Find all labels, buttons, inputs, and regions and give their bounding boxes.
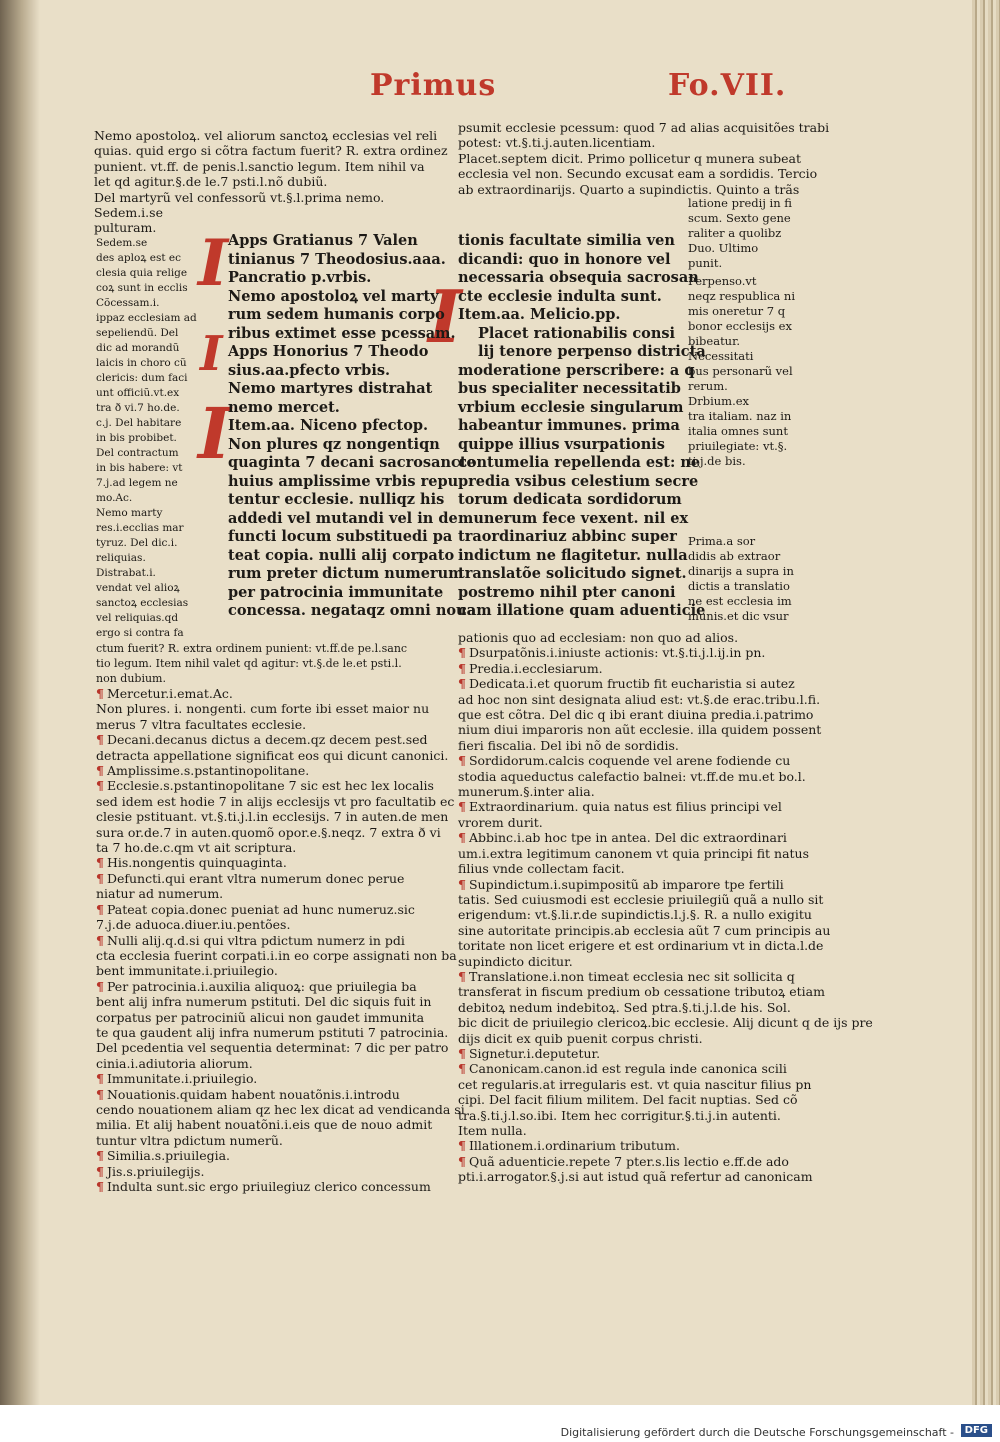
text-line: Nemo martyres distrahat	[228, 380, 433, 397]
text-line: Apps Honorius 7 Theodo	[228, 343, 429, 360]
margin-line: bonor ecclesijs ex	[688, 319, 792, 333]
gloss-text: Ecclesie.s.pstantinopolitane 7 sic est hec lex localis	[106, 778, 434, 794]
margin-line: mo.Ac.	[96, 492, 133, 504]
gloss-line: quias. quid ergo si cõtra factum fuerit? R. extra ordinez	[94, 143, 448, 159]
margin-line: unt officiũ.vt.ex	[96, 387, 180, 399]
margin-line: Prima.a sor	[688, 534, 756, 548]
gloss-line: munerum.§.inter alia.	[458, 784, 595, 800]
gloss-line: nium diui imparoris non aũt ecclesie. illa quidem possent	[458, 722, 822, 738]
gloss-text: Extraordinarium. quia natus est filius principi vel	[468, 799, 782, 815]
gloss-line: tra.§.ti.j.l.so.ibi. Item hec corrigitur.§.ti.j.in autenti.	[458, 1107, 781, 1123]
rubric-mark: ¶	[458, 799, 466, 815]
margin-line: dinarijs a supra in	[688, 564, 794, 578]
gloss-text: Similia.s.priuilegia.	[106, 1148, 231, 1164]
gloss-line	[96, 1087, 441, 1102]
gloss-line	[96, 902, 441, 917]
text-line: Apps Gratianus 7 Valen	[228, 232, 418, 249]
rubric-mark: ¶	[96, 870, 104, 886]
rubric-mark: ¶	[96, 1148, 104, 1164]
gloss-line: vrorem durit.	[458, 814, 543, 830]
gloss-line: sed idem est hodie 7 in alijs ecclesijs vt pro facultatib ec	[96, 793, 455, 809]
gloss-line	[458, 676, 818, 691]
left-column-top-gloss	[94, 128, 448, 238]
margin-line: res.i.ecclias mar	[96, 522, 184, 534]
gloss-text: Per patrocinia.i.auxilia aliquoꝝ: que priuilegia ba	[106, 978, 417, 994]
gloss-line	[458, 799, 818, 814]
gloss-text: Jis.s.priuilegijs.	[106, 1163, 205, 1179]
margin-line: sanctoꝝ ecclesias	[96, 597, 189, 609]
margin-line: italia omnes sunt	[688, 424, 788, 438]
margin-line: vendat vel alioꝝ	[96, 582, 180, 594]
gloss-line: punit.	[688, 256, 723, 270]
margin-line: in bis habere: vt	[96, 462, 183, 474]
gloss-text: Pateat copia.donec pueniat ad hunc numeruz.sic	[106, 901, 415, 917]
text-line: translatõe solicitudo signet.	[458, 565, 687, 582]
gloss-line: scum. Sexto gene	[688, 211, 791, 225]
gloss-line: Nemo apostoloꝝ. vel aliorum sanctoꝝ ecclesias vel reli	[94, 128, 438, 143]
gloss-text: Decani.decanus dictus a decem.qz decem pest.sed	[106, 732, 428, 748]
gloss-line: Item nulla.	[458, 1123, 527, 1138]
text-line: predia vsibus celestium secre	[458, 472, 699, 490]
gloss-line	[96, 686, 441, 701]
text-line: addedi vel mutandi vel in de	[228, 509, 458, 527]
gloss-line: cendo nouationem aliam qz hec lex dicat ad vendicanda si	[96, 1101, 465, 1117]
gloss-text: Mercetur.i.emat.Ac.	[106, 686, 233, 701]
margin-line: Del contractum	[96, 447, 179, 459]
gloss-line	[96, 979, 441, 994]
gloss-line: sura or.de.7 in auten.quomõ opor.e.§.neqz. 7 extra ð vi	[96, 824, 441, 840]
margin-line: sepeliendũ. Del	[96, 327, 179, 339]
margin-line: priuilegiate: vt.§.	[688, 439, 788, 453]
margin-line: tio legum. Item nihil valet qd agitur: vt.§.de le.et psti.l.	[96, 657, 402, 670]
text-line: munerum fece vexent. nil ex	[458, 509, 689, 527]
margin-line: Drbium.ex	[688, 394, 750, 408]
right-margin-gloss	[688, 274, 818, 466]
running-head: Primus	[370, 68, 497, 103]
gloss-line	[96, 778, 441, 793]
binding-shadow	[0, 0, 40, 1405]
margin-line: Distrabat.i.	[96, 567, 156, 579]
rubric-mark: ¶	[96, 732, 104, 748]
gloss-line: sine autoritate principis.ab ecclesia aũt 7 cum principis au	[458, 922, 831, 938]
text-line: cte ecclesie indulta sunt.	[458, 287, 662, 305]
text-line: Nemo apostoloꝝ vel marty	[228, 287, 439, 305]
right-column-top-gloss-narrow	[688, 196, 818, 274]
rubric-mark: ¶	[458, 1045, 466, 1061]
text-line: sius.aa.pfecto vrbis.	[228, 361, 391, 379]
gloss-line: bent immunitate.i.priuilegio.	[96, 963, 278, 979]
gloss-line	[458, 877, 818, 892]
text-line: ribus extimet esse pcessam.	[228, 324, 456, 342]
gloss-text: Sordidorum.calcis coquende vel arene fodiende cu	[468, 753, 791, 769]
gloss-line: bent alij infra numerum pstituti. Del dic siquis fuit in	[96, 994, 432, 1010]
rubric-mark: ¶	[458, 645, 466, 661]
margin-line: munis.et dic vsur	[688, 609, 789, 623]
gloss-line: cet regularis.at irregularis est. vt quia nascitur filius pn	[458, 1076, 812, 1092]
gloss-line	[96, 1148, 441, 1163]
rubric-mark: ¶	[96, 1071, 104, 1087]
rubric-mark: ¶	[96, 901, 104, 917]
gloss-line	[96, 933, 441, 948]
gloss-line: punient. vt.ff. de penis.l.sanctio legum. Item nihil va	[94, 158, 425, 174]
gloss-line: Duo. Ultimo	[688, 241, 759, 255]
margin-line: ti.j.de bis.	[688, 454, 746, 468]
rubric-mark: ¶	[458, 660, 466, 676]
margin-line: laicis in choro cũ	[96, 357, 187, 369]
text-line: Pancratio p.vrbis.	[228, 269, 372, 286]
margin-line: in bis probibet.	[96, 432, 177, 444]
gloss-line: ta 7 ho.de.c.qm vt ait scriptura.	[96, 840, 297, 856]
margin-line: clesia quia relige	[96, 267, 188, 279]
margin-line: reliquias.	[96, 552, 146, 564]
right-column-top-gloss	[458, 120, 828, 200]
gloss-line: Del martyrũ vel confessorũ vt.§.l.prima nemo.	[94, 189, 385, 205]
gloss-line: pationis quo ad ecclesiam: non quo ad alios.	[458, 630, 739, 645]
text-line: Placet rationabilis consi	[478, 324, 676, 342]
text-line: concessa. negataqz omni noua	[228, 602, 476, 619]
gloss-line: Sedem.i.se	[94, 205, 163, 221]
margin-line: bibeatur.	[688, 334, 740, 348]
rubric-mark: ¶	[458, 1061, 466, 1077]
gloss-line	[458, 1061, 818, 1076]
gloss-text: Predia.i.ecclesiarum.	[468, 660, 603, 676]
text-line: huius amplissime vrbis repu	[228, 472, 459, 490]
gloss-line: pti.i.arrogator.§.j.si aut istud quã refertur ad canonicam	[458, 1169, 813, 1185]
gloss-text: Defuncti.qui erant vltra numerum donec perue	[106, 870, 405, 886]
rubric-mark: ¶	[96, 763, 104, 779]
gloss-line: tuntur vltra pdictum numerũ.	[96, 1132, 283, 1148]
gloss-line: dijs dicit ex quib puenit corpus christi.	[458, 1030, 703, 1046]
gloss-line: erigendum: vt.§.li.r.de supindictis.l.j.§. R. a nullo exigitu	[458, 907, 812, 923]
gloss-line: potest: vt.§.ti.j.auten.licentiam.	[458, 135, 656, 151]
gloss-text: His.nongentis quinquaginta.	[106, 855, 287, 871]
gloss-line	[96, 763, 441, 778]
initial-I-1: I	[198, 226, 228, 301]
gloss-line: detracta appellatione significat eos qui dicunt canonici.	[96, 747, 449, 763]
gloss-line: raliter a quolibz	[688, 226, 782, 240]
text-line: Item.aa. Niceno pfectop.	[228, 417, 429, 434]
margin-line: des aploꝝ est ec	[96, 252, 181, 264]
text-line: torum dedicata sordidorum	[458, 491, 682, 508]
gloss-line	[458, 1046, 818, 1061]
gloss-line: transferat in fiscum predium ob cessatione tributoꝝ etiam	[458, 984, 825, 1000]
margin-line: coꝝ sunt in ecclis	[96, 282, 188, 294]
main-text-left	[228, 232, 476, 627]
text-line: tinianus 7 Theodosius.aaa.	[228, 250, 446, 268]
margin-line: c.j. Del habitare	[96, 417, 182, 429]
gloss-line: Placet.septem dicit. Primo pollicetur q munera subeat	[458, 150, 802, 166]
gloss-line: clesie pstituant. vt.§.ti.j.l.in ecclesijs. 7 in auten.de men	[96, 809, 449, 825]
rubric-mark: ¶	[96, 686, 104, 701]
funding-credit: Digitalisierung gefördert durch die Deutsche Forschungsgemeinschaft -	[560, 1426, 954, 1439]
margin-line: tra italiam. naz in	[688, 409, 792, 423]
gloss-line: filius vnde collectam facit.	[458, 861, 625, 877]
margin-line: ergo si contra fa	[96, 627, 184, 639]
margin-line: Necessitati	[688, 349, 754, 363]
text-line: rum sedem humanis corpo	[228, 306, 445, 323]
margin-line: clericis: dum faci	[96, 372, 188, 384]
gloss-text: Supindictum.i.supimpositũ ab imparore tpe fertili	[468, 876, 784, 892]
text-line: indictum ne flagitetur. nulla	[458, 546, 688, 564]
gloss-text: Canonicam.canon.id est regula inde canonica scili	[468, 1061, 787, 1077]
gloss-line	[96, 732, 441, 747]
gloss-line: cinia.i.adiutoria aliorum.	[96, 1055, 253, 1071]
gloss-line: let qd agitur.§.de le.7 psti.l.nõ dubiũ.	[94, 174, 328, 190]
text-line: rum preter dictum numerum	[228, 565, 464, 582]
gloss-line	[458, 645, 818, 660]
margin-line: didis ab extraor	[688, 549, 781, 563]
text-line: necessaria obsequia sacrosan	[458, 269, 699, 286]
left-margin-gloss	[96, 236, 204, 686]
rubric-mark: ¶	[96, 1086, 104, 1102]
gloss-line	[96, 1179, 441, 1194]
gloss-line: ecclesia vel non. Secundo excusat eam a sordidis. Tercio	[458, 166, 818, 182]
text-line: vrbium ecclesie singularum	[458, 398, 684, 416]
gloss-line	[96, 855, 441, 870]
text-line: functi locum substituedi pa	[228, 528, 453, 545]
margin-line: neqz respublica ni	[688, 289, 796, 303]
gloss-line: Non plures. i. nongenti. cum forte ibi esset maior nu	[96, 701, 430, 717]
rubric-mark: ¶	[96, 978, 104, 994]
gloss-line: corpatus per patrociniũ alicui non gaudet immunita	[96, 1009, 425, 1025]
gloss-line: toritate non licet erigere et est ordinarium vt in dicta.l.de	[458, 938, 824, 954]
margin-line: ctum fuerit? R. extra ordinem punient: vt.ff.de pe.l.sanc	[96, 642, 408, 655]
gloss-line	[458, 753, 818, 768]
gloss-line	[458, 1154, 818, 1169]
gloss-line	[458, 1138, 818, 1153]
margin-line: vel reliquias.qd	[96, 612, 179, 624]
rubric-mark: ¶	[458, 830, 466, 846]
margin-line: Sedem.se	[96, 237, 148, 249]
gloss-line	[458, 661, 818, 676]
margin-line: Perpenso.vt	[688, 274, 757, 288]
text-line: postremo nihil pter canoni	[458, 583, 676, 601]
margin-line: ippaz ecclesiam ad	[96, 312, 197, 324]
right-gloss-lower	[458, 630, 873, 1185]
text-line: contumelia repellenda est: ne	[458, 454, 701, 471]
text-line: bus specialiter necessitatib	[458, 380, 681, 397]
gloss-text: Illationem.i.ordinarium tributum.	[468, 1138, 680, 1154]
text-line: tionis facultate similia ven	[458, 232, 675, 249]
text-line: Item.aa. Melicio.pp.	[458, 306, 621, 323]
gloss-line	[458, 969, 818, 984]
text-line: moderatione perscribere: a q	[458, 361, 695, 379]
text-line: teat copia. nulli alij corpato	[228, 546, 455, 564]
gloss-text: Immunitate.i.priuilegio.	[106, 1071, 258, 1087]
text-line: nemo mercet.	[228, 398, 340, 416]
left-gloss-lower	[96, 686, 465, 1194]
rubric-mark: ¶	[96, 778, 104, 794]
margin-line: Cõcessam.i.	[96, 297, 160, 309]
left-margin-gloss-wide	[96, 641, 436, 689]
gloss-line: niatur ad numerum.	[96, 886, 224, 902]
gloss-line: bic dicit de priuilegio clericoꝝ.bic ecclesie. Alij dicunt q de ijs pre	[458, 1015, 873, 1031]
gloss-line: pulturam.	[94, 220, 157, 236]
margin-line: ne est ecclesia im	[688, 594, 792, 608]
rubric-mark: ¶	[458, 1153, 466, 1169]
gloss-line: supindicto dicitur.	[458, 953, 573, 969]
margin-line: bus personarũ vel	[688, 364, 793, 378]
gloss-line: ad hoc non sint designata aliud est: vt.§.de erac.tribu.l.fi.	[458, 691, 821, 707]
text-line: cam illatione quam aduenticie	[458, 602, 706, 619]
gloss-line: cta ecclesia fuerint corpati.i.in eo corpe assignati non ba	[96, 947, 457, 963]
dfg-logo: DFG	[961, 1424, 992, 1437]
gloss-line: stodia aqueductus calefactio balnei: vt.ff.de mu.et bo.l.	[458, 768, 806, 784]
margin-line: tra ð vi.7 ho.de.	[96, 402, 180, 414]
gloss-line: te qua gaudent alij infra numerum pstituti 7 patrocinia.	[96, 1024, 449, 1040]
page-edges	[972, 0, 1000, 1405]
gloss-text: Nulli alij.q.d.si qui vltra pdictum numerz in pdi	[106, 932, 405, 948]
text-line: lij tenore perpenso districta	[478, 343, 706, 360]
gloss-line: 7.j.de aduoca.diuer.iu.pentões.	[96, 917, 291, 933]
right-margin-gloss-lower	[688, 534, 818, 630]
gloss-line: ab extraordinarijs. Quarto a supindictis. Quinto a trãs	[458, 181, 800, 197]
gloss-line: latione predij in fi	[688, 196, 792, 210]
gloss-line	[96, 1071, 441, 1086]
gloss-text: Abbinc.i.ab hoc tpe in antea. Del dic extraordinari	[468, 830, 787, 846]
margin-line: mis oneretur 7 q	[688, 304, 786, 318]
gloss-text: Indulta sunt.sic ergo priuilegiuz clerico concessum	[106, 1179, 431, 1194]
initial-I-2: I	[200, 326, 223, 382]
text-line: per patrocinia immunitate	[228, 583, 444, 601]
gloss-line: que est cõtra. Del dic q ibi erant diuina predia.i.patrimo	[458, 707, 814, 723]
gloss-line	[458, 830, 818, 845]
text-line: quaginta 7 decani sacrosancte	[228, 454, 476, 471]
gloss-line: tatis. Sed cuiusmodi est ecclesie priuilegiũ quã a nullo sit	[458, 891, 824, 907]
gloss-line: Del pcedentia vel sequentia determinat: 7 dic per patro	[96, 1040, 449, 1056]
rubric-mark: ¶	[458, 753, 466, 769]
gloss-line: cipi. Del facit filium militem. Del facit nuptias. Sed cõ	[458, 1092, 798, 1108]
rubric-mark: ¶	[96, 1163, 104, 1179]
text-line: traordinariuz abbinc super	[458, 528, 677, 545]
initial-I-4: I	[428, 274, 462, 359]
rubric-mark: ¶	[458, 1138, 466, 1154]
gloss-line: merus 7 vltra facultates ecclesie.	[96, 716, 307, 732]
gloss-text: Nouationis.quidam habent nouatõnis.i.introdu	[106, 1086, 400, 1102]
rubric-mark: ¶	[458, 676, 466, 692]
rubric-mark: ¶	[458, 876, 466, 892]
margin-line: dic ad morandũ	[96, 342, 180, 354]
margin-line: rerum.	[688, 379, 728, 393]
gloss-line: fieri fiscalia. Del ibi nõ de sordidis.	[458, 737, 679, 753]
margin-line: 7.j.ad legem ne	[96, 477, 178, 489]
text-line: habeantur immunes. prima	[458, 417, 680, 434]
gloss-text: Amplissime.s.pstantinopolitane.	[106, 763, 310, 779]
gloss-text: Dedicata.i.et quorum fructib fit eucharistia si autez	[468, 676, 795, 692]
gloss-text: Signetur.i.deputetur.	[468, 1045, 601, 1061]
gloss-line: um.i.extra legitimum canonem vt quia principi fit natus	[458, 845, 810, 861]
text-line: dicandi: quo in honore vel	[458, 250, 671, 268]
gloss-text: Quã aduenticie.repete 7 pter.s.lis lectio e.ff.de ado	[468, 1153, 789, 1169]
rubric-mark: ¶	[96, 1179, 104, 1194]
rubric-mark: ¶	[96, 855, 104, 871]
gloss-line	[96, 1164, 441, 1179]
rubric-mark: ¶	[96, 932, 104, 948]
text-line: tentur ecclesie. nulliqz his	[228, 491, 445, 508]
margin-line: dictis a translatio	[688, 579, 790, 593]
gloss-text: Translatione.i.non timeat ecclesia nec sit sollicita q	[468, 968, 795, 984]
folio-number: Fo.VII.	[668, 68, 787, 103]
margin-line: Nemo marty	[96, 507, 163, 519]
gloss-line	[96, 871, 441, 886]
gloss-line: debitoꝝ nedum indebitoꝝ. Sed ptra.§.ti.j.l.de his. Sol.	[458, 999, 791, 1015]
gloss-text: Dsurpatõnis.i.iniuste actionis: vt.§.ti.j.l.ij.in pn.	[468, 645, 766, 661]
gloss-line: milia. Et alij habent nouatõni.i.eis que de nouo admit	[96, 1117, 433, 1133]
margin-line: non dubium.	[96, 672, 166, 685]
text-line: quippe illius vsurpationis	[458, 435, 665, 453]
gloss-line: psumit ecclesie pcessum: quod 7 ad alias acquisitões trabi	[458, 120, 830, 135]
initial-I-3: I	[198, 392, 231, 475]
rubric-mark: ¶	[458, 968, 466, 984]
text-line: Non plures qz nongentiqn	[228, 435, 440, 453]
margin-line: tyruz. Del dic.i.	[96, 537, 178, 549]
